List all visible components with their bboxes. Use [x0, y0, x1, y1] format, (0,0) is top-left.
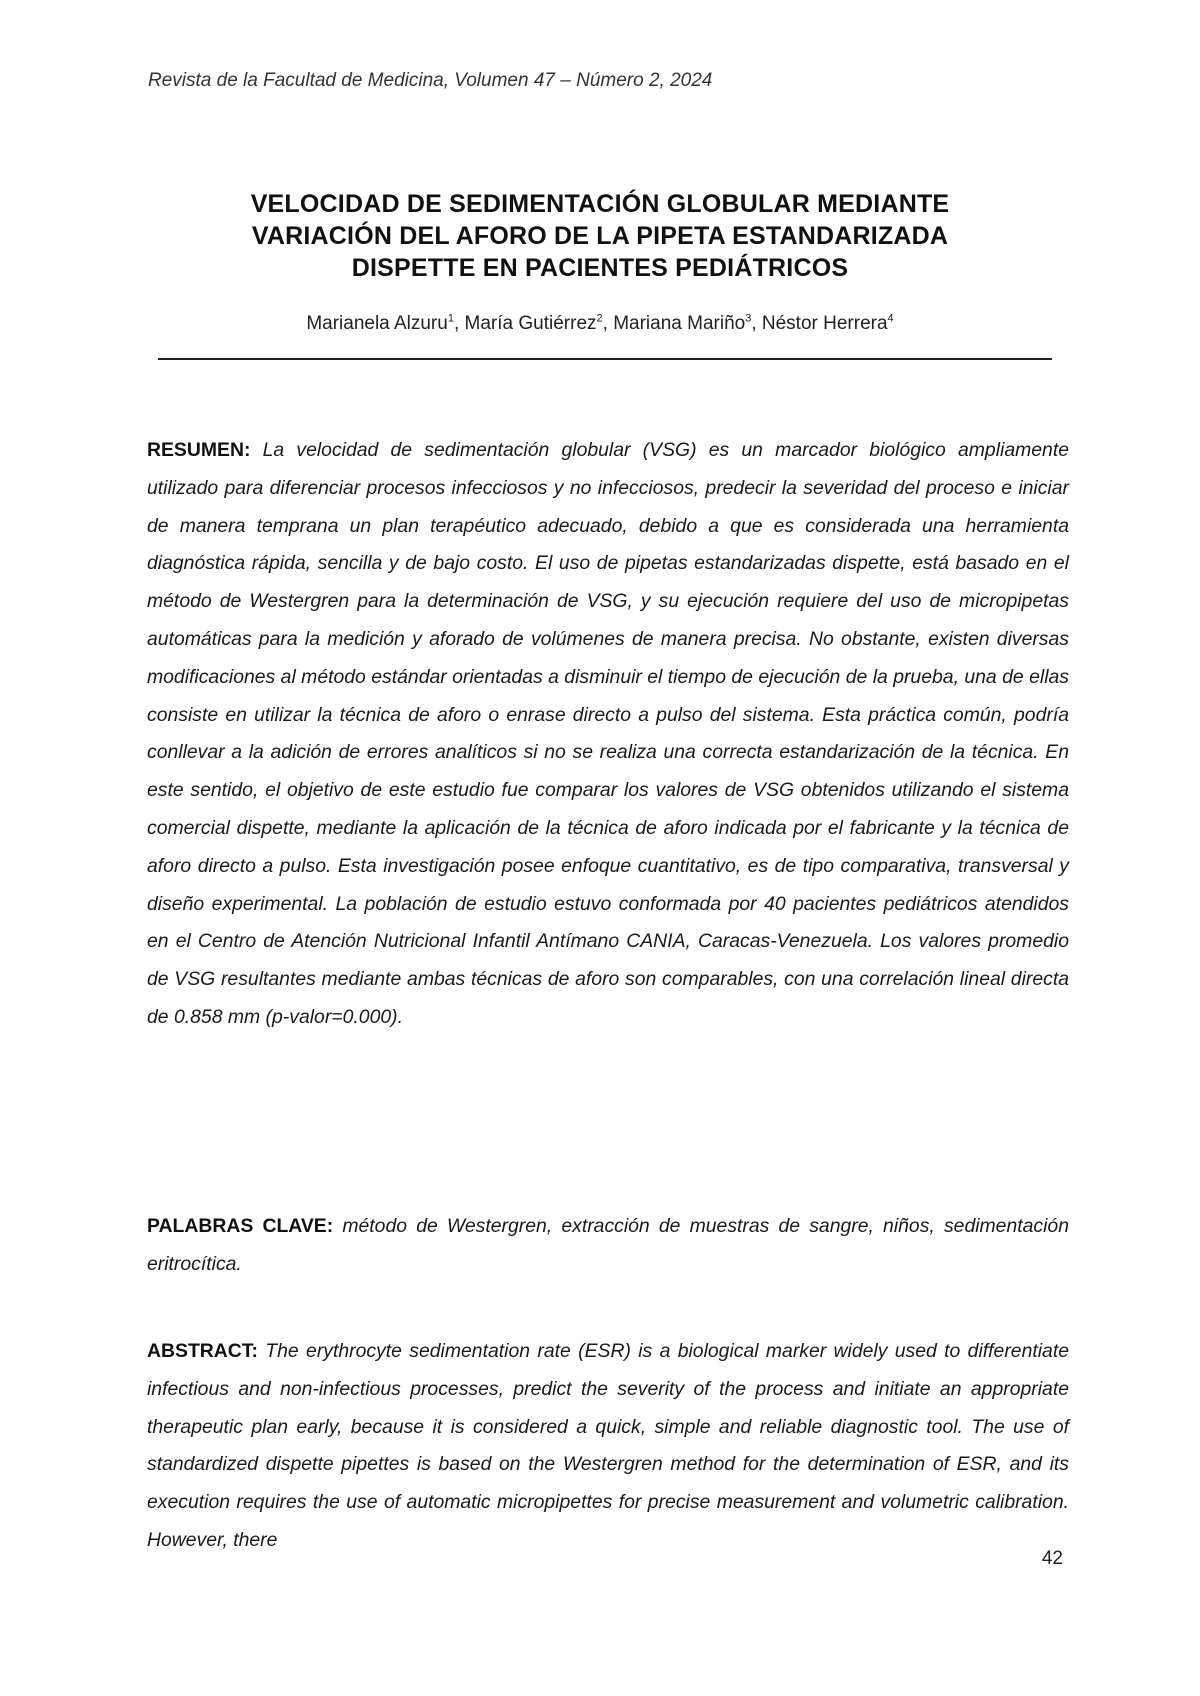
header-divider [158, 358, 1052, 360]
title-line: DISPETTE EN PACIENTES PEDIÁTRICOS [351, 254, 849, 282]
abstract-label: ABSTRACT: [147, 1340, 258, 1362]
journal-header: Revista de la Facultad de Medicina, Volumen 47 – Número 2, 2024 [148, 70, 713, 91]
title-line: VARIACIÓN DEL AFORO DE LA PIPETA ESTANDARIZADA [251, 222, 949, 250]
author-name: María Gutiérrez [464, 313, 597, 334]
author-name: Mariana Mariño [613, 313, 746, 334]
resumen-label: RESUMEN: [147, 439, 251, 461]
resumen-text: La velocidad de sedimentación globular (VSG) es un marcador biológico ampliamente utilizado para diferenciar procesos infecciosos y no infecciosos, predecir la severidad del proceso e iniciar de manera temprana un plan terapéutico adecuado, debido a que es considerada una herramienta diagnóstica rápida, sencilla y de bajo costo. El uso de pipetas estandarizadas dispette, está basado en el método de Westergren para la determinación de VSG, y su ejecución requiere del uso de micropipetas automáticas para la medición y aforado de volúmenes de manera precisa. No obstante, existen diversas modificaciones al método estándar orientadas a disminuir el tiempo de ejecución de la prueba, una de ellas consiste en utilizar la técnica de aforo o enrase directo a pulso del sistema. Esta práctica común, podría conllevar a la adición de errores analíticos si no se realiza una correcta estandarización de la técnica. En este sentido, el objetivo de este estudio fue comparar los valores de VSG obtenidos utilizando el sistema comercial dispette, mediante la aplicación de la técnica de aforo indicada por el fabricante y la técnica de aforo directo a pulso. Esta investigación posee enfoque cuantitativo, es de tipo comparativa, transversal y diseño experimental. La población de estudio estuvo conformada por 40 pacientes pediátricos atendidos en el Centro de Atención Nutricional Infantil Antímano CANIA, Caracas-Venezuela. Los valores promedio de VSG resultantes mediante ambas técnicas de aforo son comparables, con una correlación lineal directa de 0.858 mm (p-valor=0.000). [147, 439, 1069, 1028]
abstract-section [147, 1333, 1069, 1560]
author-name: Néstor Herrera [761, 313, 888, 334]
author-name: Marianela Alzuru [306, 313, 448, 334]
keywords-section [147, 1208, 1069, 1284]
resumen-section [147, 432, 1069, 1037]
author-affiliation: 2 [596, 312, 603, 325]
page-number: 42 [1041, 1548, 1063, 1569]
author-list: Marianela Alzuru$^1$, María Gutiérrez$^2$, Mariana Mariño$^3$, Néstor Herrera$^4$ [306, 312, 894, 334]
abstract-text: The erythrocyte sedimentation rate (ESR) is a biological marker widely used to differentiate infectious and non-infectious processes, predict the severity of the process and initiate an appropriate therapeutic plan early, because it is considered a quick, simple and reliable diagnostic tool. The use of standardized dispette pipettes is based on the Westergren method for the determination of ESR, and its execution requires the use of automatic micropipettes for precise measurement and volumetric calibration. However, there [147, 1340, 1069, 1551]
author-affiliation: 4 [887, 312, 894, 325]
keywords-text: método de Westergren, extracción de muestras de sangre, niños, sedimentación eritrocítica. [147, 1215, 1069, 1275]
keywords-label: PALABRAS CLAVE: [147, 1215, 334, 1237]
title-line: VELOCIDAD DE SEDIMENTACIÓN GLOBULAR MEDIANTE [250, 190, 950, 218]
article-title [120, 188, 1080, 284]
author-affiliation: 1 [447, 312, 454, 325]
author-affiliation: 3 [745, 312, 752, 325]
